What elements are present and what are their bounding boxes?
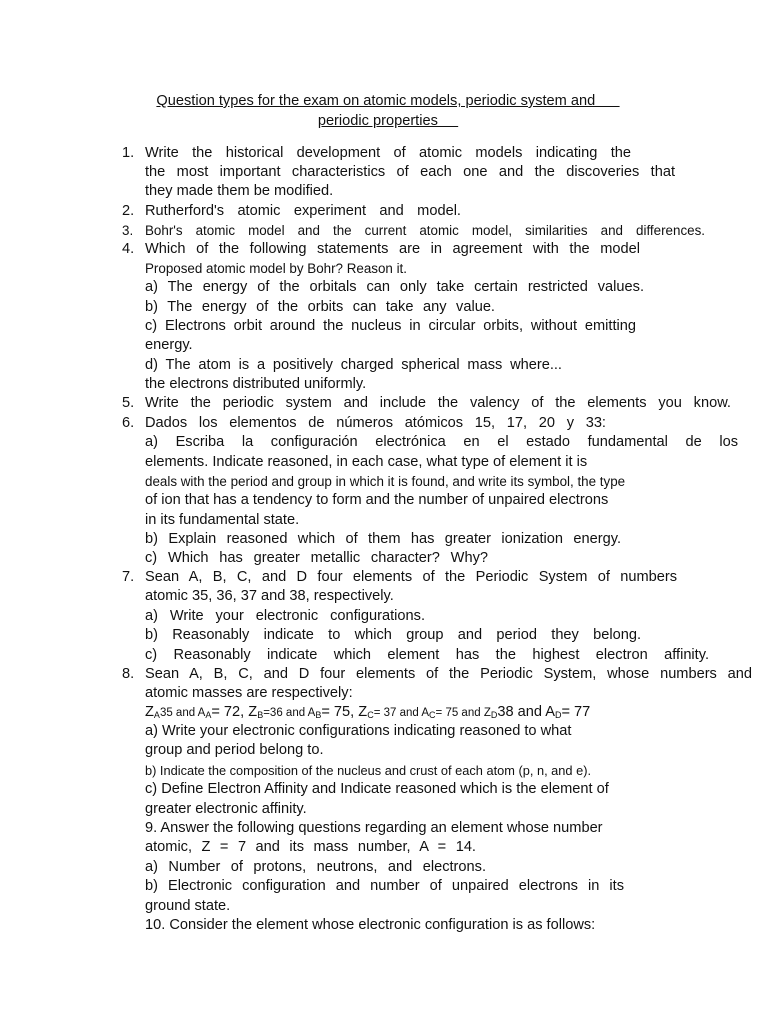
item-5-line-1: Write the periodic system and include the valency of the elements you know. [145, 395, 731, 411]
item-9-option-b-line-1: b) Electronic configuration and number of unpaired electrons in its [145, 878, 624, 894]
item-6-line-1: Dados los elementos de números atómicos 15, 17, 20 y 33: [145, 415, 606, 431]
item-6-option-b: b) Explain reasoned which of them has greater ionization energy. [145, 531, 621, 547]
item-8-line-1: Sean A, B, C, and D four elements of the Periodic System, whose numbers and [145, 666, 752, 682]
document-title-line-2: periodic properties [317, 113, 459, 129]
item-9-line-1: 9. Answer the following questions regarding an element whose number [145, 820, 603, 836]
item-2-number: 2. [122, 203, 135, 219]
item-7-option-a: a) Write your electronic configurations. [145, 608, 425, 624]
item-4-line-2: Proposed atomic model by Bohr? Reason it. [145, 261, 408, 276]
item-4-line-1: Which of the following statements are in agreement with the model [145, 241, 640, 257]
item-8-option-b: b) Indicate the composition of the nucleus and crust of each atom (p, n, and e). [145, 763, 592, 778]
item-4-number: 4. [122, 241, 135, 257]
item-7-number: 7. [122, 569, 135, 585]
item-1-number: 1. [122, 145, 135, 161]
item-7-line-1: Sean A, B, C, and D four elements of the Periodic System of numbers [145, 569, 677, 585]
item-10-line-1: 10. Consider the element whose electronic configuration is as follows: [145, 917, 596, 933]
item-8-number: 8. [122, 666, 135, 682]
item-8-option-c-line-1: c) Define Electron Affinity and Indicate reasoned which is the element of [145, 781, 609, 797]
item-4-option-c-line-1: c) Electrons orbit around the nucleus in circular orbits, without emitting [145, 318, 636, 334]
item-8-line-2: atomic masses are respectively: [145, 685, 353, 701]
item-6-option-a-line-4: of ion that has a tendency to form and the number of unpaired electrons [145, 492, 609, 508]
item-6-option-a-line-1: a) Escriba la configuración electrónica en el estado fundamental de los [145, 434, 738, 450]
item-1-line-2: the most important characteristics of each one and the discoveries that [145, 164, 675, 180]
item-6-option-c: c) Which has greater metallic character? Why? [145, 550, 488, 566]
item-8-option-a-line-2: group and period belong to. [145, 742, 324, 758]
item-1-line-3: they made them be modified. [145, 183, 334, 199]
item-9-option-a: a) Number of protons, neutrons, and electrons. [145, 859, 486, 875]
item-6-option-a-line-2: elements. Indicate reasoned, in each case, what type of element it is [145, 454, 588, 470]
item-4-option-a: a) The energy of the orbitals can only take certain restricted values. [145, 279, 644, 295]
item-4-option-d-line-2: the electrons distributed uniformly. [145, 376, 367, 392]
item-8-option-a-line-1: a) Write your electronic configurations indicating reasoned to what [145, 723, 572, 739]
item-9-option-b-line-2: ground state. [145, 898, 231, 914]
item-6-option-a-line-3: deals with the period and group in which it is found, and write its symbol, the type [145, 474, 626, 489]
item-6-number: 6. [122, 415, 135, 431]
item-4-option-b: b) The energy of the orbits can take any value. [145, 299, 495, 315]
document-title-line-1: Question types for the exam on atomic models, periodic system and [156, 93, 620, 109]
item-3-number: 3. [122, 223, 134, 238]
item-3-line-1: Bohr's atomic model and the current atomic model, similarities and differences. [145, 223, 705, 238]
item-2-line-1: Rutherford's atomic experiment and model. [145, 203, 461, 219]
item-9-line-2: atomic, Z = 7 and its mass number, A = 14. [145, 839, 476, 855]
item-4-option-c-line-2: energy. [145, 337, 193, 353]
item-7-option-c: c) Reasonably indicate which element has the highest electron affinity. [145, 647, 709, 663]
item-7-option-b: b) Reasonably indicate to which group and period they belong. [145, 627, 641, 643]
item-1-line-1: Write the historical development of atomic models indicating the [145, 145, 631, 161]
item-6-option-a-line-5: in its fundamental state. [145, 512, 300, 528]
item-8-option-c-line-2: greater electronic affinity. [145, 801, 307, 817]
item-7-line-2: atomic 35, 36, 37 and 38, respectively. [145, 588, 394, 604]
item-4-option-d-line-1: d) The atom is a positively charged spherical mass where... [145, 357, 562, 373]
item-5-number: 5. [122, 395, 135, 411]
item-8-formula-line: $Z_A35$ and $A_A= 72$, $Z_B=36$ and $A_B= 75$, $Z_C= 37$ and $A_C= 75$ and $Z_D38$ and $A_D= 77$ [145, 704, 591, 720]
